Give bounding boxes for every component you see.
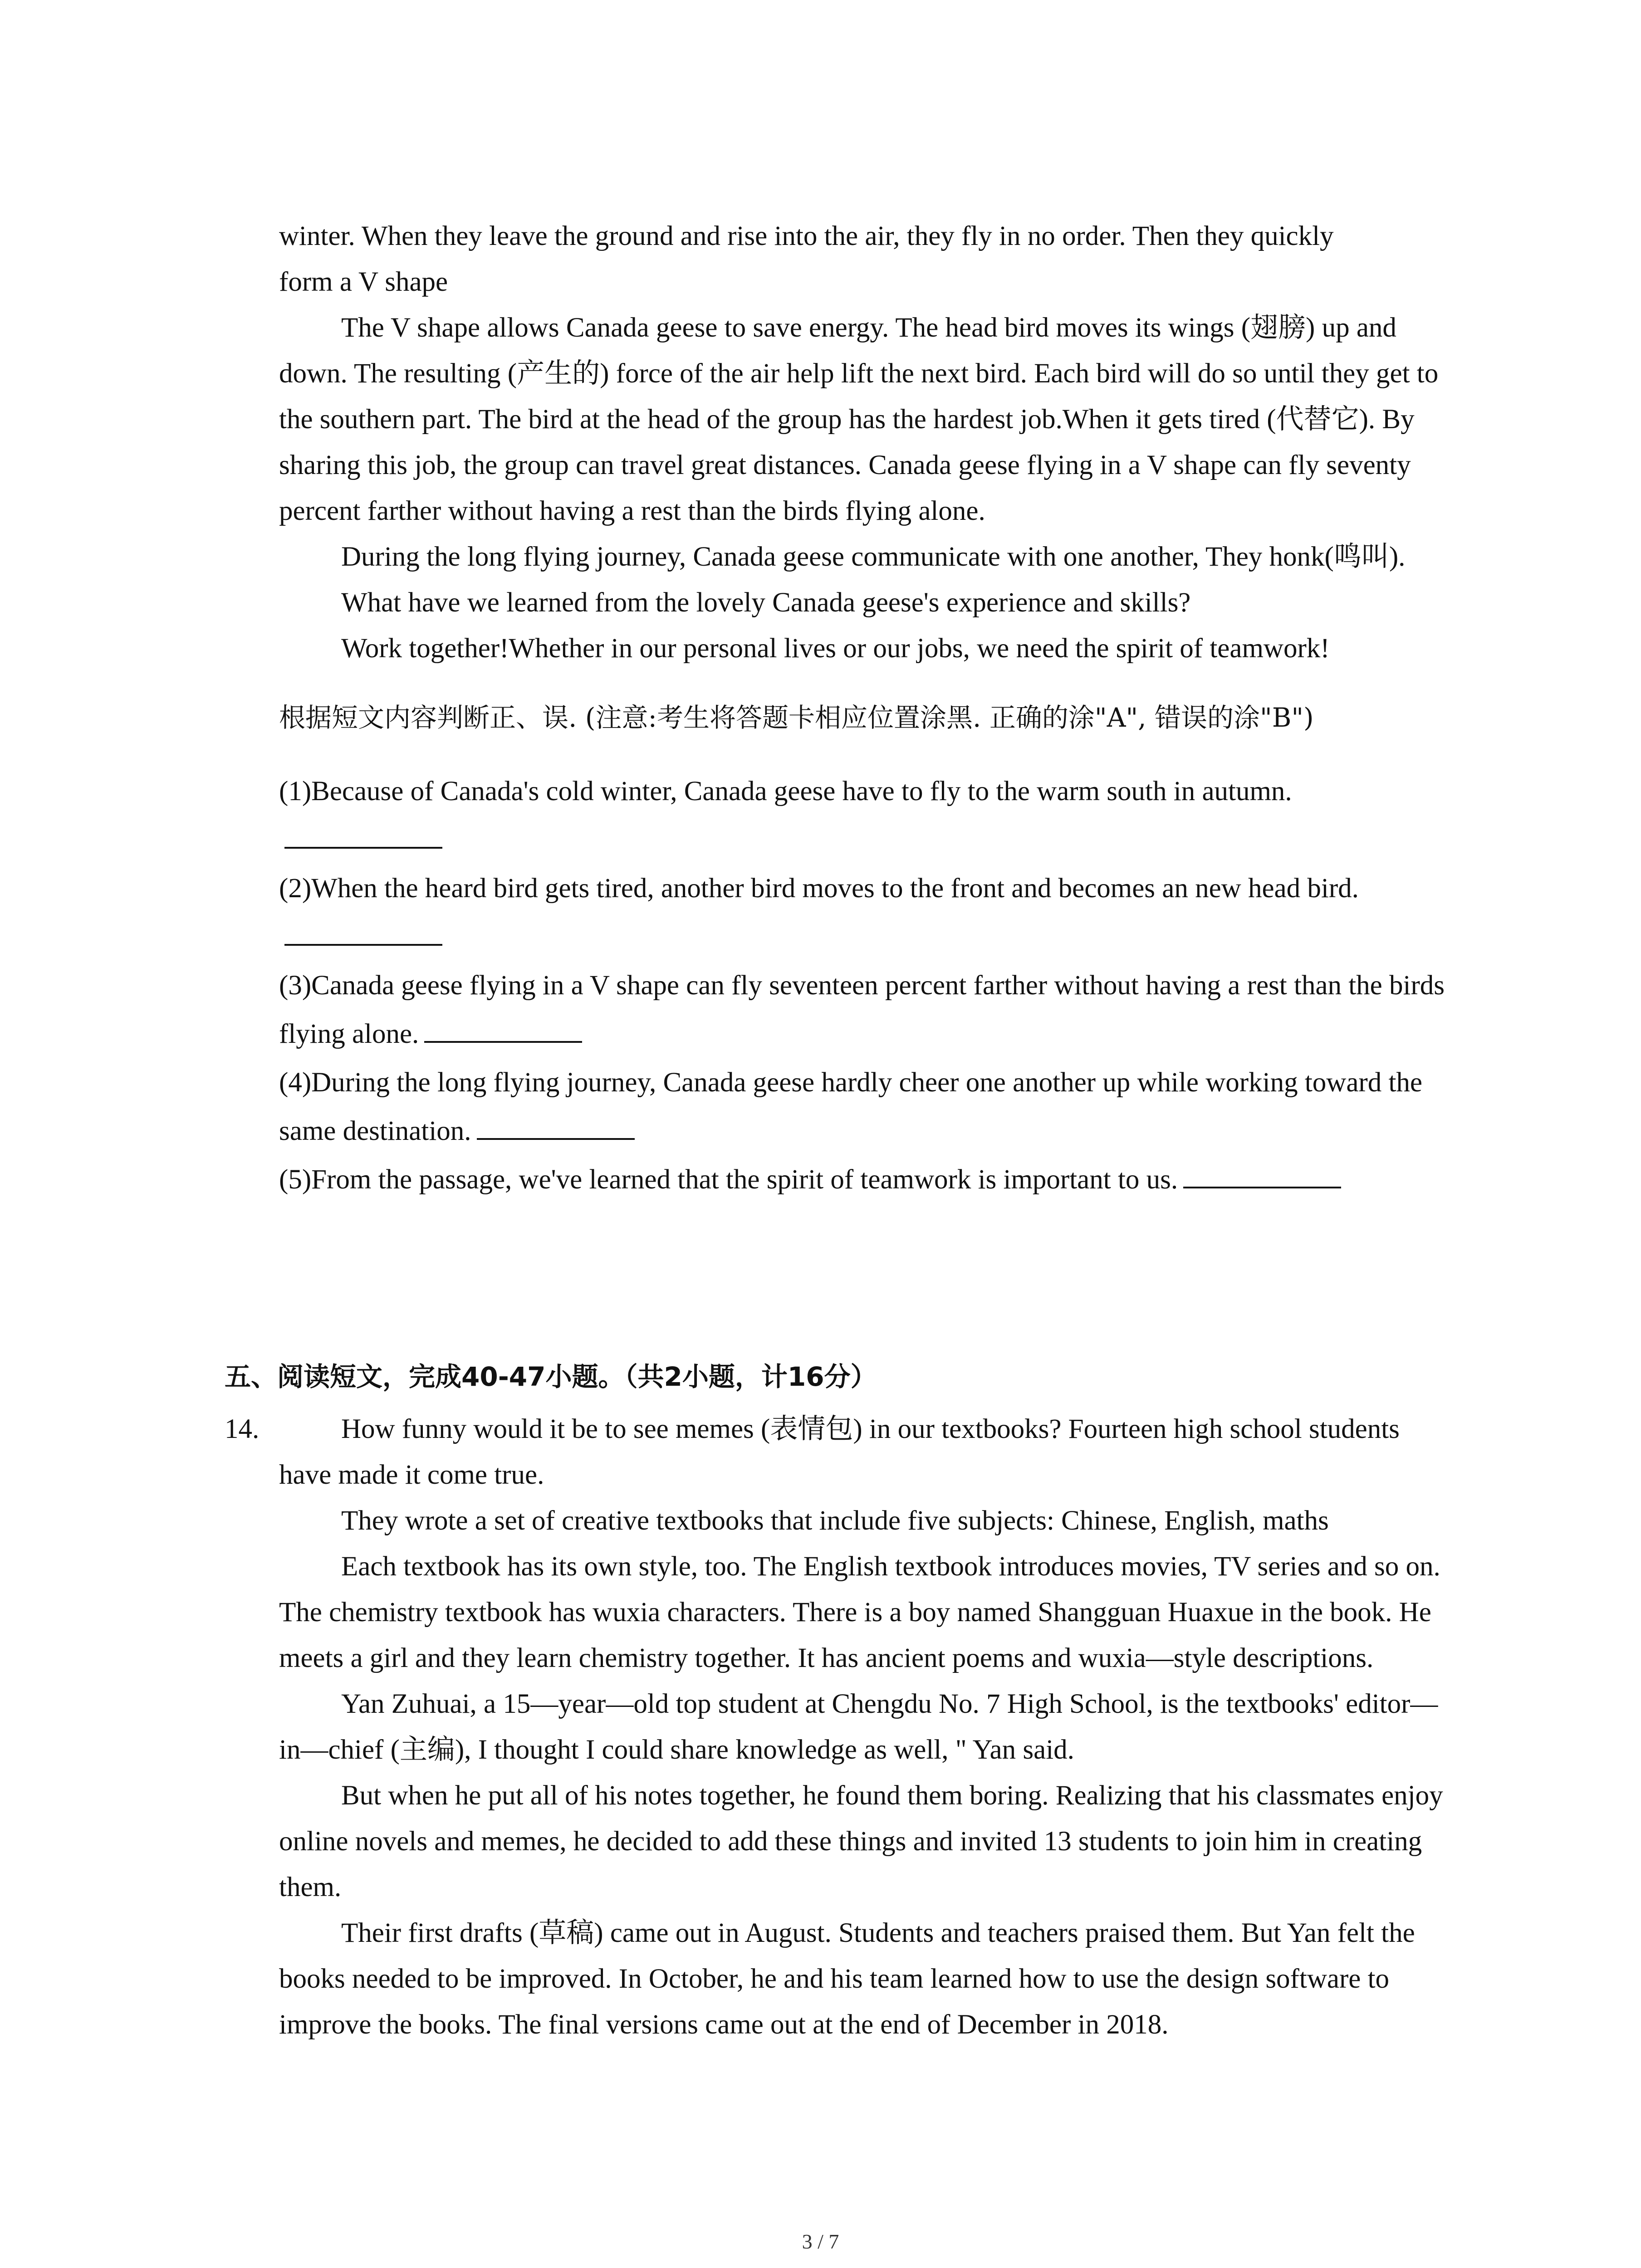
- passage-1-paragraph: What have we learned from the lovely Canada geese's experience and skills?: [341, 587, 1191, 618]
- passage-1-paragraph: The V shape allows Canada geese to save energy. The head bird moves its wings (翅膀) up and down. The resulting (产生的) force of the air help lift the next bird. Each bird will do so until they get to the southern part. The bird at the head of the group has the hardest job.When it gets tired (代替它). By sharing this job, the group can travel great distances. Canada geese flying in a V shape can fly seventy percent farther without having a rest than the birds flying alone.: [279, 313, 1439, 526]
- answer-blank[interactable]: [284, 917, 442, 946]
- passage-1-line: winter. When they leave the ground and rise into the air, they fly in no order. Then they quickly: [279, 221, 1334, 251]
- passage-2-paragraph: But when he put all of his notes together, he found them boring. Realizing that his classmates enjoy online novels and memes, he decided to add these things and invited 13 students to join him in creating them.: [279, 1780, 1443, 1902]
- question-number: 14.: [225, 1414, 260, 1444]
- question-item: [279, 961, 1454, 1058]
- question-item: [279, 864, 1454, 961]
- question-item: [279, 767, 1454, 864]
- section-title: 五、阅读短文，完成40-47小题。（共2小题，计16分）: [225, 1361, 877, 1392]
- passage-2-paragraph: Their first drafts (草稿) came out in August. Students and teachers praised them. But Yan felt the books needed to be improved. In October, he and his team learned how to use the design software to improve the books. The final versions came out at the end of December in 2018.: [279, 1918, 1415, 2040]
- question-list: [279, 767, 1454, 1204]
- passage-1: [279, 213, 1454, 1204]
- passage-1-paragraph: During the long flying journey, Canada geese communicate with one another, They honk(鸣叫).: [341, 542, 1406, 572]
- question-text: (3)Canada geese flying in a V shape can fly seventeen percent farther without having a rest than the birds flying alone.: [279, 970, 1445, 1049]
- instruction-text: 根据短文内容判断正、误. (注意:考生将答题卡相应位置涂黑. 正确的涂"A", 错误的涂"B"): [279, 702, 1314, 733]
- passage-2-paragraph: They wrote a set of creative textbooks that include five subjects: Chinese, English, maths: [341, 1505, 1329, 1536]
- passage-2: [279, 1406, 1454, 2048]
- answer-blank[interactable]: [477, 1111, 635, 1140]
- question-text: (5)From the passage, we've learned that the spirit of teamwork is important to us.: [279, 1164, 1178, 1195]
- answer-blank[interactable]: [1183, 1159, 1341, 1188]
- passage-1-line: form a V shape: [279, 267, 448, 297]
- question-text: (4)During the long flying journey, Canada geese hardly cheer one another up while working toward the same destination.: [279, 1067, 1422, 1146]
- passage-2-paragraph: Yan Zuhuai, a 15—year—old top student at Chengdu No. 7 High School, is the textbooks' editor—in—chief (主编), I thought I could share knowledge as well, " Yan said.: [279, 1689, 1438, 1765]
- question-text: (2)When the heard bird gets tired, another bird moves to the front and becomes an new head bird.: [279, 873, 1359, 904]
- answer-blank[interactable]: [284, 820, 442, 849]
- question-text: (1)Because of Canada's cold winter, Canada geese have to fly to the warm south in autumn.: [279, 776, 1292, 807]
- question-item: [279, 1058, 1454, 1155]
- question-item: [279, 1155, 1454, 1204]
- passage-2-paragraph: How funny would it be to see memes (表情包) in our textbooks? Fourteen high school students have made it come true.: [279, 1414, 1400, 1490]
- page-number: 3 / 7: [802, 2230, 839, 2253]
- passage-2-paragraph: Each textbook has its own style, too. The English textbook introduces movies, TV series and so on. The chemistry textbook has wuxia characters. There is a boy named Shangguan Huaxue in the book. He meets a girl and they learn chemistry together. It has ancient poems and wuxia—style descriptions.: [279, 1551, 1440, 1673]
- answer-blank[interactable]: [424, 1014, 582, 1043]
- passage-1-paragraph: Work together!Whether in our personal lives or our jobs, we need the spirit of teamwork!: [341, 633, 1330, 664]
